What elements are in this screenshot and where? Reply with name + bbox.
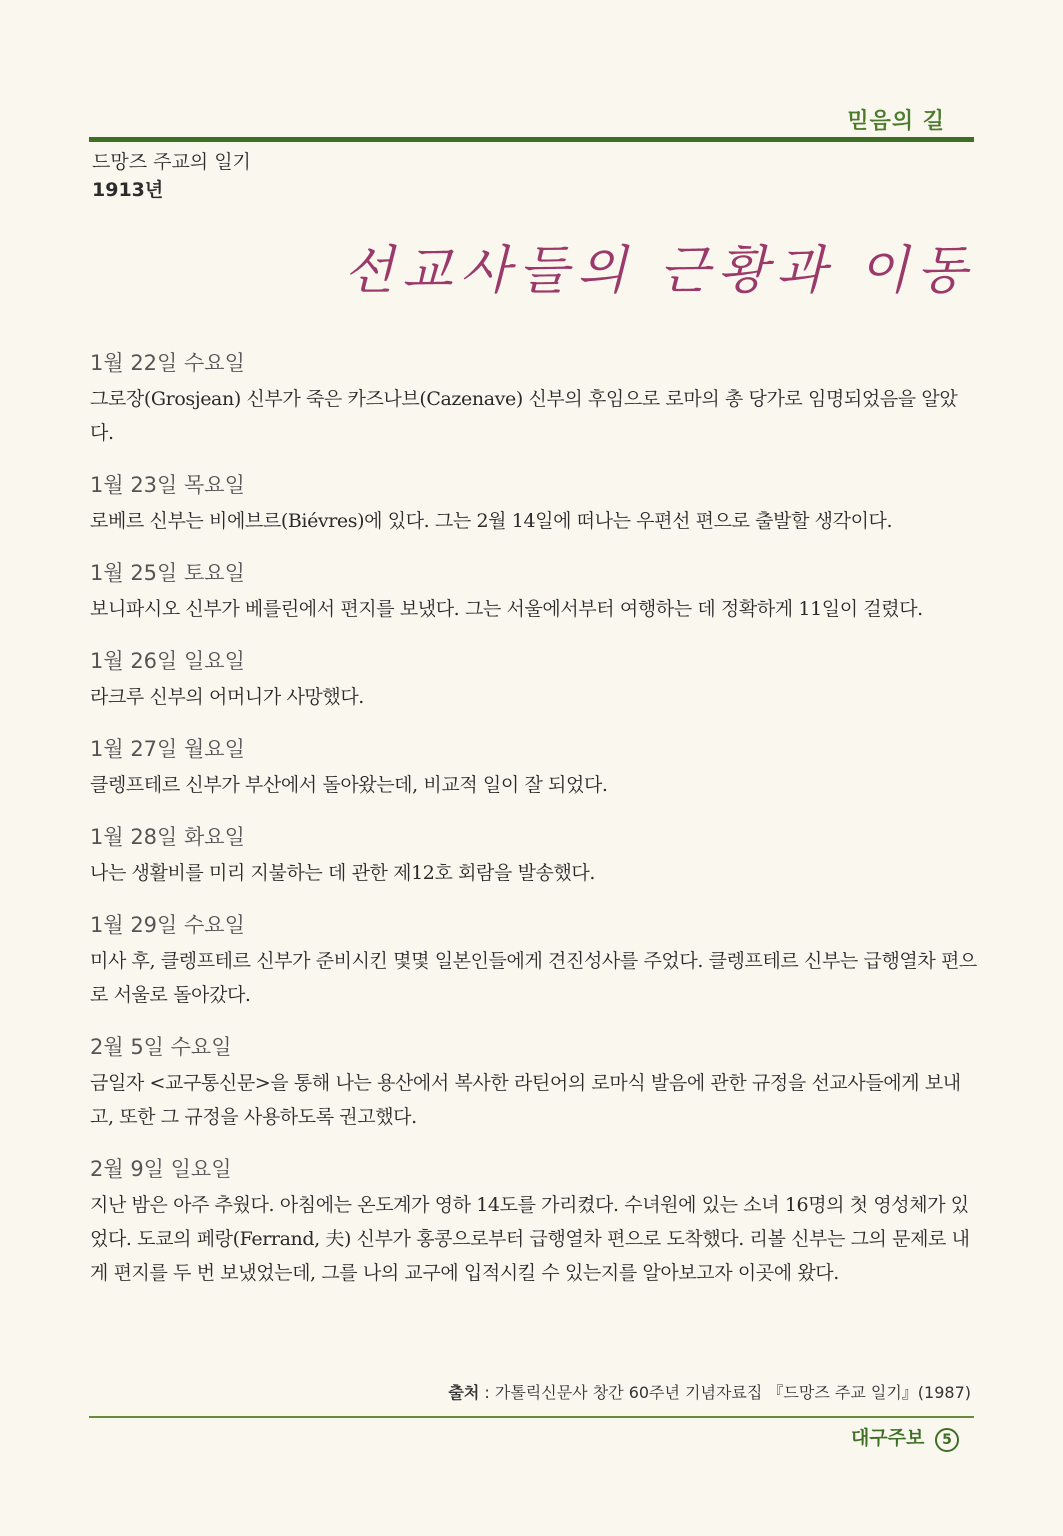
entry-date: 1월 25일 토요일 [90, 561, 245, 585]
entry-text: 금일자 <교구통신문>을 통해 나는 용산에서 복사한 라틴어의 로마식 발음에 관한 규정을 선교사들에게 보내고, 또한 그 규정을 사용하도록 권고했다. [90, 1072, 961, 1128]
series-title: 드망즈 주교의 일기 [92, 151, 251, 173]
top-divider [89, 137, 974, 142]
entry-text: 보니파시오 신부가 베를린에서 편지를 보냈다. 그는 서울에서부터 여행하는 데 정확하게 11일이 걸렸다. [90, 598, 923, 620]
entry-date: 2월 5일 수요일 [90, 1035, 232, 1059]
diary-entry [90, 820, 980, 890]
diary-entry [90, 644, 980, 714]
entry-text: 미사 후, 클렝프테르 신부가 준비시킨 몇몇 일본인들에게 견진성사를 주었다. 클렝프테르 신부는 급행열차 편으로 서울로 돌아갔다. [90, 950, 977, 1006]
entry-date: 1월 29일 수요일 [90, 913, 245, 937]
entry-date: 1월 23일 목요일 [90, 473, 245, 497]
entry-text: 클렝프테르 신부가 부산에서 돌아왔는데, 비교적 일이 잘 되었다. [90, 774, 608, 796]
diary-entry [90, 468, 980, 538]
source-label: 출처 [448, 1383, 480, 1402]
entry-date: 1월 28일 화요일 [90, 825, 245, 849]
section-tag: 믿음의 길 [847, 109, 945, 134]
diary-entries [90, 346, 980, 1308]
entry-date: 1월 27일 월요일 [90, 737, 245, 761]
page-footer [851, 1423, 959, 1452]
entry-date: 1월 22일 수요일 [90, 351, 245, 375]
entry-text: 지난 밤은 아주 추웠다. 아침에는 온도계가 영하 14도를 가리켰다. 수녀원에 있는 소녀 16명의 첫 영성체가 있었다. 도쿄의 페랑(Ferrand, 夫) 신부가 홍콩으로부터 급행열차 편으로 도착했다. 리볼 신부는 그의 문제로 내게 편지를 두 번 보냈었는데, 그를 나의 교구에 입적시킬 수 있는지를 알아보고자 이곳에 왔다. [90, 1194, 970, 1284]
source-text: : 가톨릭신문사 창간 60주년 기념자료집 『드망즈 주교 일기』(1987) [479, 1383, 971, 1402]
entry-text: 나는 생활비를 미리 지불하는 데 관한 제12호 회람을 발송했다. [90, 862, 596, 884]
publication-name: 대구주보 [850, 1427, 925, 1449]
article-title: 선교사들의 근황과 이동 [343, 241, 975, 301]
entry-text: 그로장(Grosjean) 신부가 죽은 카즈나브(Cazenave) 신부의 후임으로 로마의 총 당가로 임명되었음을 알았다. [90, 388, 958, 444]
series-year: 1913년 [92, 179, 164, 201]
diary-entry [90, 732, 980, 802]
series-header [92, 148, 251, 204]
entry-date: 1월 26일 일요일 [90, 649, 245, 673]
diary-entry [90, 908, 980, 1012]
page-number: 5 [935, 1428, 959, 1452]
entry-text: 라크루 신부의 어머니가 사망했다. [90, 686, 364, 708]
diary-entry [90, 1030, 980, 1134]
diary-entry [90, 346, 980, 450]
source-citation [448, 1380, 971, 1403]
entry-text: 로베르 신부는 비에브르(Biévres)에 있다. 그는 2월 14일에 떠나는 우편선 편으로 출발할 생각이다. [90, 510, 893, 532]
bottom-divider [89, 1416, 974, 1418]
entry-date: 2월 9일 일요일 [90, 1157, 232, 1181]
diary-entry [90, 1152, 980, 1290]
diary-entry [90, 556, 980, 626]
